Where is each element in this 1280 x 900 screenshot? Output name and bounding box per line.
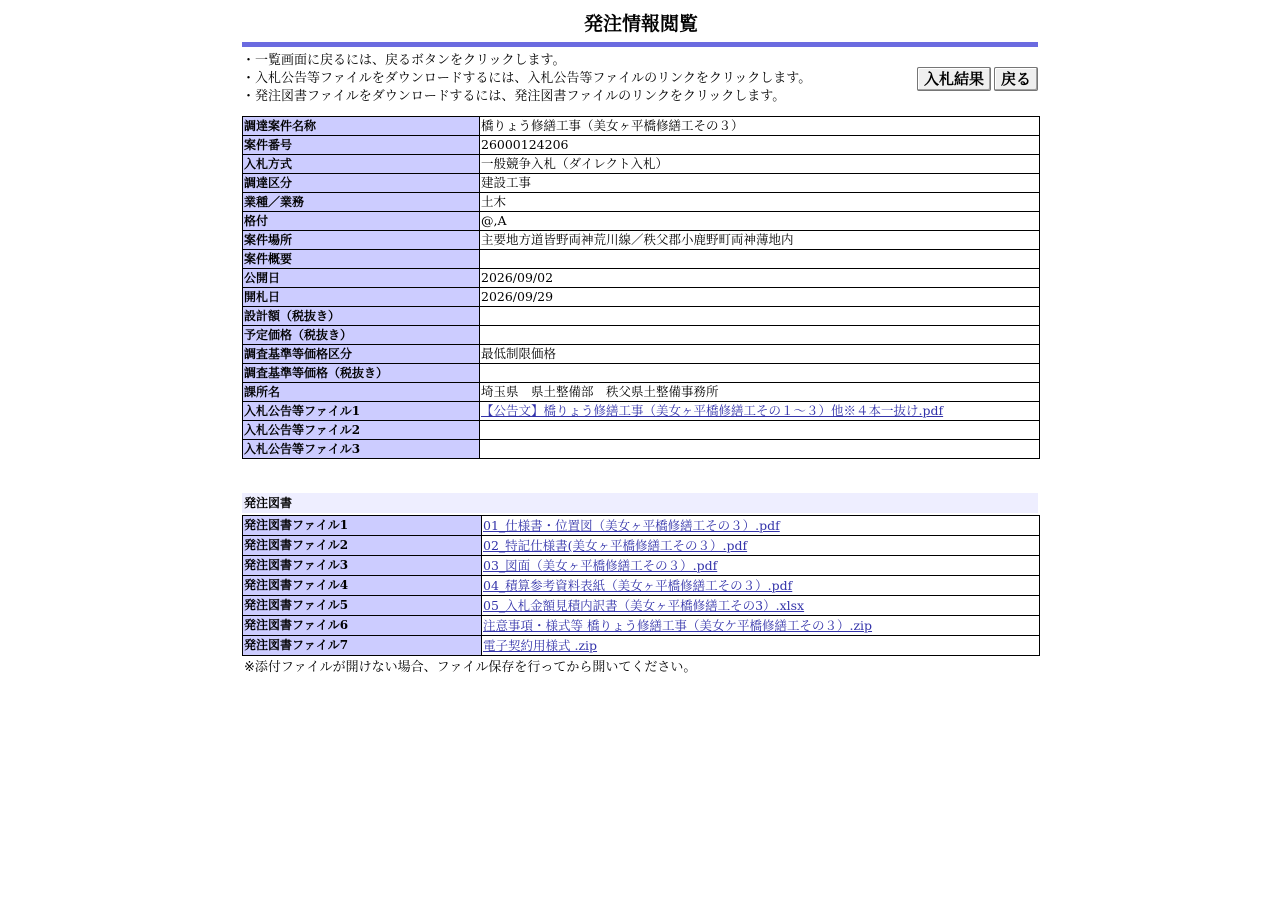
order-info-table bbox=[242, 116, 1040, 459]
instruction-announcement-download: ・入札公告等ファイルをダウンロードするには、入札公告等ファイルのリンクをクリックします。 bbox=[242, 71, 812, 86]
instruction-back: ・一覧画面に戻るには、戻るボタンをクリックします。 bbox=[242, 53, 566, 68]
info-value: 埼玉県 県土整備部 秩父県土整備事務所 bbox=[480, 383, 1040, 402]
info-row bbox=[243, 155, 1040, 174]
drawing-value bbox=[482, 636, 1040, 656]
drawing-value bbox=[482, 576, 1040, 596]
info-value bbox=[480, 421, 1040, 440]
drawing-file-link[interactable]: 01_仕様書・位置図（美女ヶ平橋修繕工その３）.pdf bbox=[483, 518, 780, 533]
page-title: 発注情報閲覧 bbox=[583, 13, 698, 35]
drawing-file-link[interactable]: 04_積算参考資料表紙（美女ヶ平橋修繕工その３）.pdf bbox=[483, 578, 793, 593]
drawings-table bbox=[242, 515, 1040, 656]
action-buttons bbox=[917, 67, 1038, 91]
info-value: 26000124206 bbox=[480, 136, 1040, 155]
back-button[interactable]: 戻る bbox=[994, 67, 1038, 91]
info-label: 調達区分 bbox=[243, 174, 480, 193]
drawing-label: 発注図書ファイル6 bbox=[243, 616, 482, 636]
drawing-row bbox=[243, 536, 1040, 556]
info-value: 最低制限価格 bbox=[480, 345, 1040, 364]
info-value: 一般競争入札（ダイレクト入札） bbox=[480, 155, 1040, 174]
info-row bbox=[243, 402, 1040, 421]
drawing-file-link[interactable]: 注意事項・様式等 橋りょう修繕工事（美女ケ平橋修繕工その３）.zip bbox=[483, 618, 873, 633]
info-value: 土木 bbox=[480, 193, 1040, 212]
info-label: 調査基準等価格区分 bbox=[243, 345, 480, 364]
info-label: 入札公告等ファイル2 bbox=[243, 421, 480, 440]
info-label: 格付 bbox=[243, 212, 480, 231]
drawing-file-link[interactable]: 電子契約用様式 .zip bbox=[483, 638, 598, 653]
announcement-file-link[interactable]: 【公告文】橋りょう修繕工事（美女ヶ平橋修繕工その１～３）他※４本一抜け.pdf bbox=[481, 403, 944, 418]
info-value bbox=[480, 402, 1040, 421]
info-row bbox=[243, 364, 1040, 383]
drawing-row bbox=[243, 616, 1040, 636]
info-row bbox=[243, 345, 1040, 364]
info-row bbox=[243, 250, 1040, 269]
bid-result-button[interactable]: 入札結果 bbox=[917, 67, 991, 91]
info-row bbox=[243, 421, 1040, 440]
info-row bbox=[243, 231, 1040, 250]
info-label: 入札公告等ファイル3 bbox=[243, 440, 480, 459]
info-label: 案件概要 bbox=[243, 250, 480, 269]
info-label: 案件番号 bbox=[243, 136, 480, 155]
drawing-row bbox=[243, 556, 1040, 576]
info-label: 入札公告等ファイル1 bbox=[243, 402, 480, 421]
title-divider bbox=[242, 42, 1038, 47]
info-label: 公開日 bbox=[243, 269, 480, 288]
info-value: 橋りょう修繕工事（美女ヶ平橋修繕工その３） bbox=[480, 117, 1040, 136]
instructions bbox=[242, 52, 1040, 108]
drawing-label: 発注図書ファイル3 bbox=[243, 556, 482, 576]
drawing-label: 発注図書ファイル5 bbox=[243, 596, 482, 616]
drawing-row bbox=[243, 516, 1040, 536]
info-row bbox=[243, 269, 1040, 288]
info-row bbox=[243, 288, 1040, 307]
info-value: 建設工事 bbox=[480, 174, 1040, 193]
drawing-row bbox=[243, 576, 1040, 596]
info-value: 2026/09/29 bbox=[480, 288, 1040, 307]
info-row bbox=[243, 212, 1040, 231]
info-value: 2026/09/02 bbox=[480, 269, 1040, 288]
info-label: 案件場所 bbox=[243, 231, 480, 250]
info-value bbox=[480, 307, 1040, 326]
info-row bbox=[243, 307, 1040, 326]
info-value: 主要地方道皆野両神荒川線／秩父郡小鹿野町両神薄地内 bbox=[480, 231, 1040, 250]
drawing-file-link[interactable]: 02_特記仕様書(美女ヶ平橋修繕工その３）.pdf bbox=[483, 538, 748, 553]
drawing-file-link[interactable]: 05_入札金額見積内訳書（美女ヶ平橋修繕工その3）.xlsx bbox=[483, 598, 805, 613]
info-value bbox=[480, 250, 1040, 269]
info-row bbox=[243, 136, 1040, 155]
info-label: 業種／業務 bbox=[243, 193, 480, 212]
info-label: 入札方式 bbox=[243, 155, 480, 174]
info-label: 課所名 bbox=[243, 383, 480, 402]
info-label: 予定価格（税抜き） bbox=[243, 326, 480, 345]
info-row bbox=[243, 440, 1040, 459]
drawing-value bbox=[482, 616, 1040, 636]
instruction-drawing-download: ・発注図書ファイルをダウンロードするには、発注図書ファイルのリンクをクリックします。 bbox=[242, 89, 786, 104]
info-row bbox=[243, 117, 1040, 136]
info-row bbox=[243, 193, 1040, 212]
drawing-label: 発注図書ファイル7 bbox=[243, 636, 482, 656]
drawing-value bbox=[482, 516, 1040, 536]
drawing-value bbox=[482, 536, 1040, 556]
drawing-value bbox=[482, 596, 1040, 616]
drawing-file-link[interactable]: 03_図面（美女ヶ平橋修繕工その３）.pdf bbox=[483, 558, 718, 573]
drawing-label: 発注図書ファイル4 bbox=[243, 576, 482, 596]
drawing-row bbox=[243, 596, 1040, 616]
info-row bbox=[243, 326, 1040, 345]
info-label: 調達案件名称 bbox=[243, 117, 480, 136]
page-container bbox=[242, 0, 1040, 677]
info-row bbox=[243, 383, 1040, 402]
info-value bbox=[480, 364, 1040, 383]
info-label: 調査基準等価格（税抜き） bbox=[243, 364, 480, 383]
info-label: 設計額（税抜き） bbox=[243, 307, 480, 326]
info-value bbox=[480, 326, 1040, 345]
attachment-note: ※添付ファイルが開けない場合、ファイル保存を行ってから開いてください。 bbox=[244, 660, 697, 675]
info-label: 開札日 bbox=[243, 288, 480, 307]
drawings-section-title: 発注図書 bbox=[242, 493, 1038, 513]
info-value: @,A bbox=[480, 212, 1040, 231]
info-value bbox=[480, 440, 1040, 459]
drawing-label: 発注図書ファイル2 bbox=[243, 536, 482, 556]
info-row bbox=[243, 174, 1040, 193]
drawing-row bbox=[243, 636, 1040, 656]
drawing-value bbox=[482, 556, 1040, 576]
drawing-label: 発注図書ファイル1 bbox=[243, 516, 482, 536]
